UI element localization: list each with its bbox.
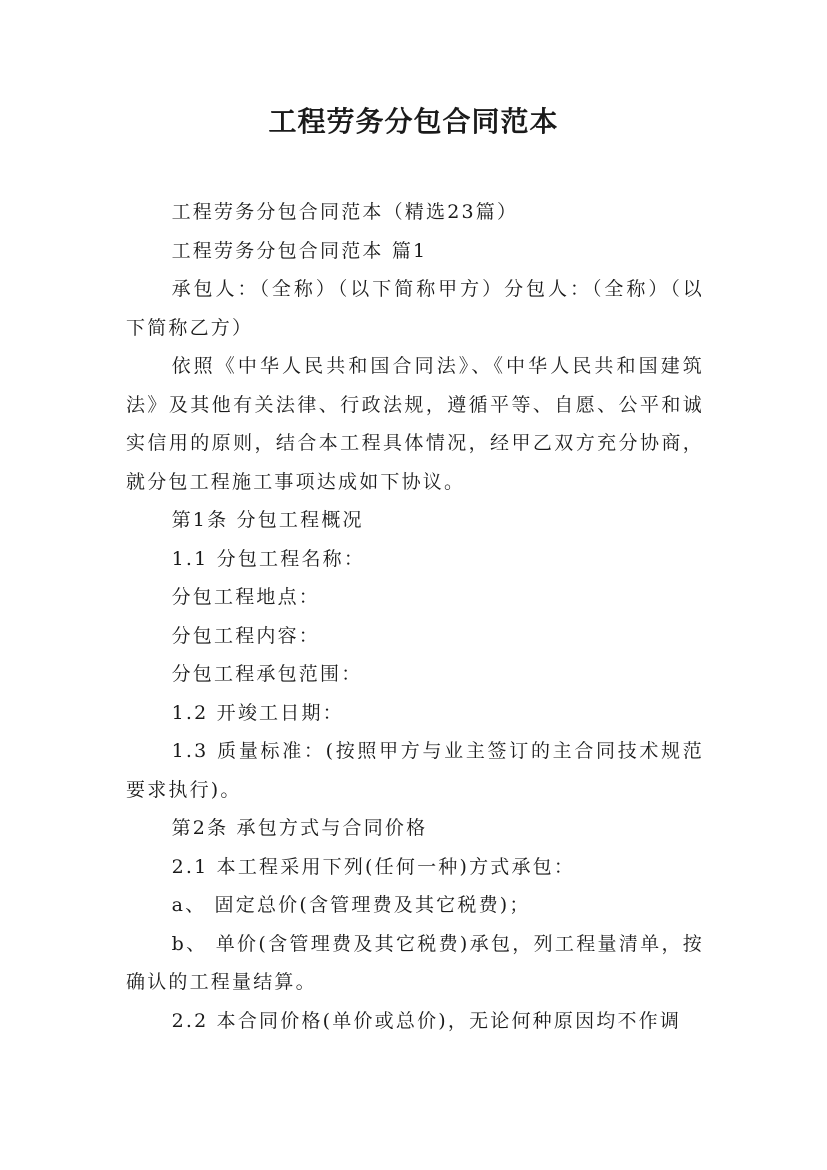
paragraph-preamble: 依照《中华人民共和国合同法》、《中华人民共和国建筑法》及其他有关法律、行政法规，遵循平等、自愿、公平和诚实信用的原则，结合本工程具体情况，经甲乙双方充分协商，就分包工程施工事项达成如下协议。 bbox=[126, 355, 704, 493]
paragraph-2-1: 2.1 本工程采用下列(任何一种)方式承包： bbox=[171, 855, 576, 878]
paragraph-article-1: 第1条 分包工程概况 bbox=[171, 509, 364, 531]
paragraph-content: 分包工程内容： bbox=[171, 624, 320, 647]
paragraph-2-2: 2.2 本合同价格(单价或总价)，无论何种原因均不作调 bbox=[171, 1009, 682, 1032]
paragraph-location: 分包工程地点： bbox=[171, 586, 320, 608]
document-body bbox=[126, 193, 704, 1040]
paragraph-option-b: b、 单价(含管理费及其它税费)承包，列工程量清单，按确认的工程量结算。 bbox=[126, 932, 704, 993]
paragraph-section-heading: 工程劳务分包合同范本 篇1 bbox=[171, 239, 428, 262]
paragraph-1-1: 1.1 分包工程名称： bbox=[171, 547, 366, 570]
paragraph-1-3: 1.3 质量标准：(按照甲方与业主签订的主合同技术规范要求执行)。 bbox=[126, 740, 704, 801]
paragraph-scope: 分包工程承包范围： bbox=[171, 663, 363, 685]
page-title: 工程劳务分包合同范本 bbox=[268, 105, 559, 138]
paragraph-1-2: 1.2 开竣工日期： bbox=[171, 701, 344, 724]
paragraph-option-a: a、 固定总价(含管理费及其它税费)； bbox=[171, 894, 531, 916]
paragraph-parties: 承包人：（全称）（以下简称甲方）分包人：（全称）（以下简称乙方） bbox=[126, 278, 704, 339]
paragraph-subtitle: 工程劳务分包合同范本（精选23篇） bbox=[171, 201, 519, 223]
paragraph-article-2: 第2条 承包方式与合同价格 bbox=[171, 817, 428, 839]
